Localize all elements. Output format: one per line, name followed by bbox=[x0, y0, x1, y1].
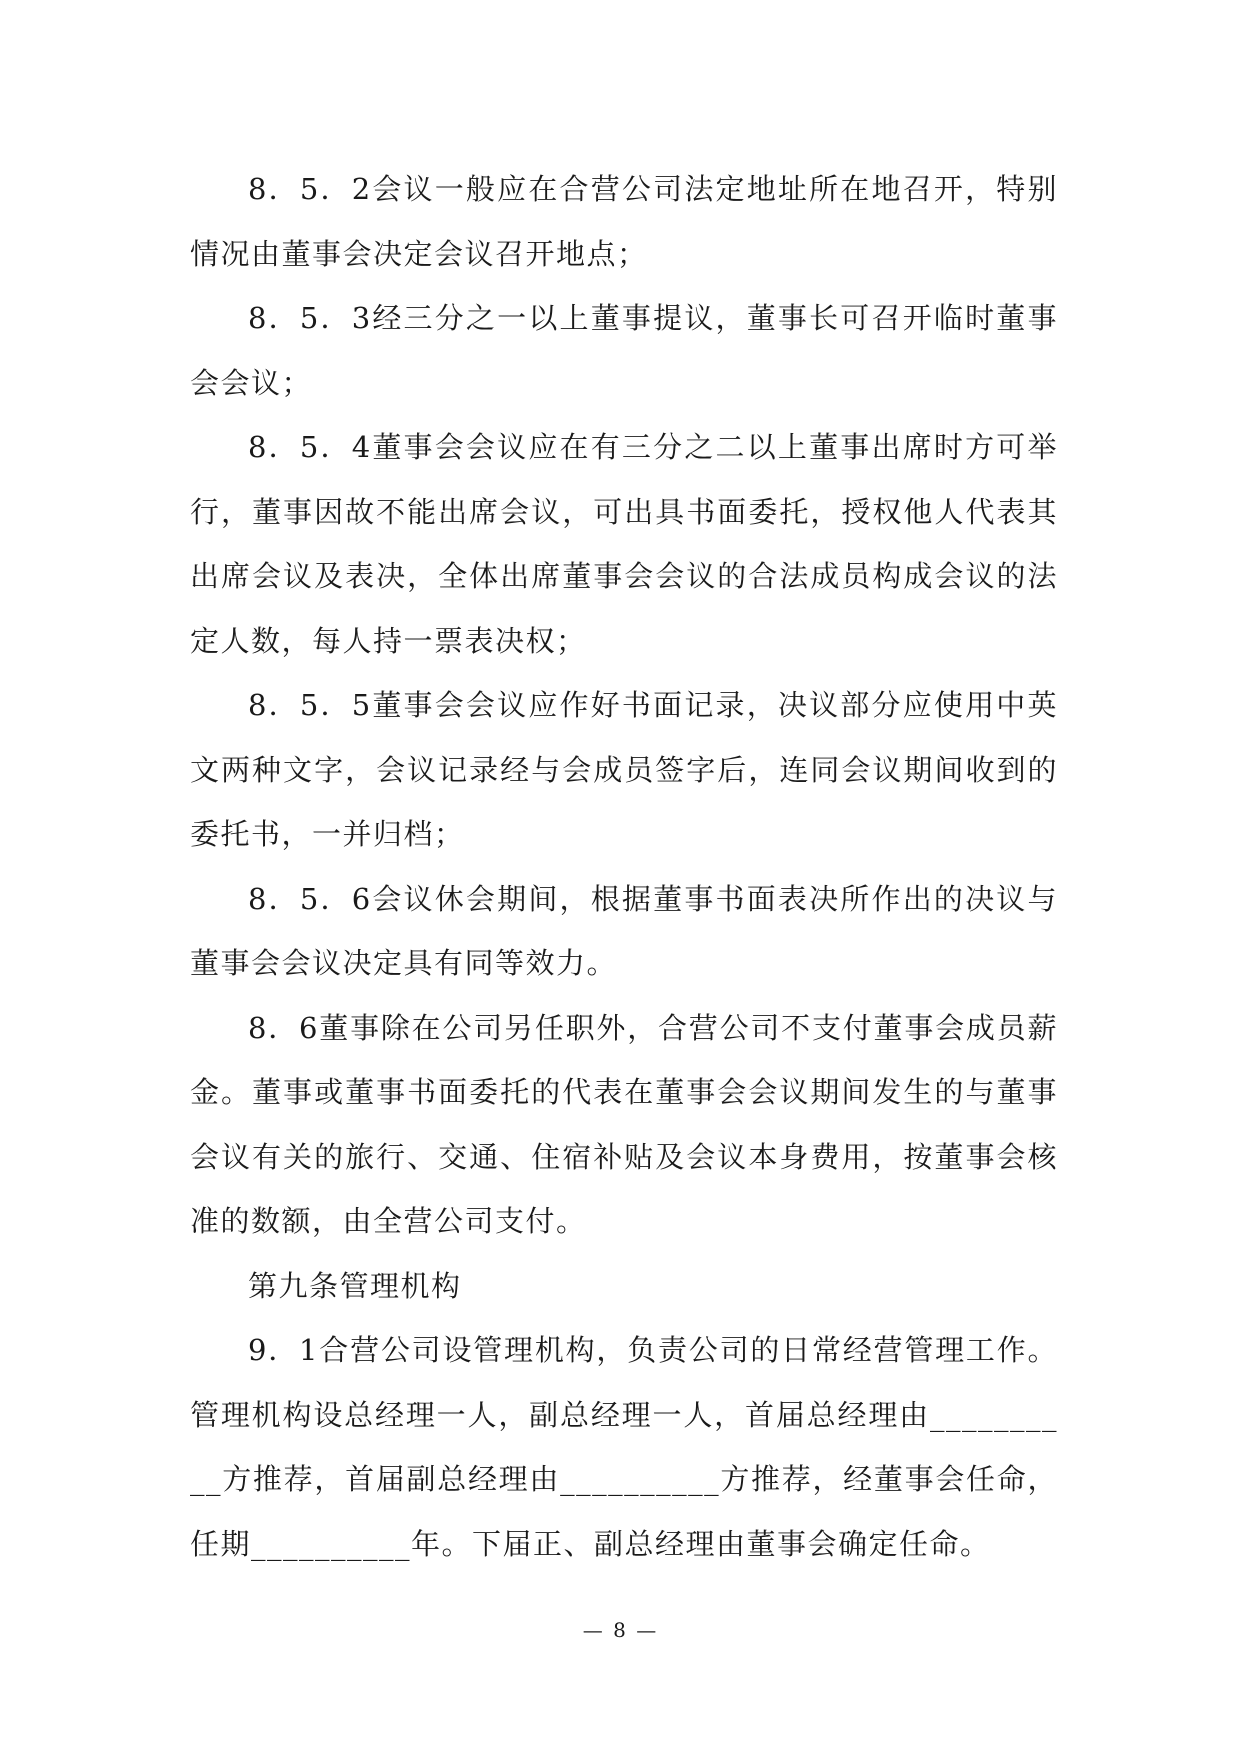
clause-8-5-5: 8．5．5董事会会议应作好书面记录，决议部分应使用中英文两种文字，会议记录经与会成员签字后，连同会议期间收到的委托书，一并归档； bbox=[190, 688, 1058, 851]
document-body bbox=[190, 157, 1058, 1576]
clause-9-1: 9．1合营公司设管理机构，负责公司的日常经营管理工作。管理机构设总经理一人，副总经理一人，首届总经理由__________方推荐，首届副总经理由__________方推荐，经董事会任命，任期__________年。下届正、副总经理由董事会确定任命。 bbox=[190, 1333, 1058, 1561]
page-number: — 8 — bbox=[582, 1618, 659, 1642]
clause-8-5-4: 8．5．4董事会会议应在有三分之二以上董事出席时方可举行，董事因故不能出席会议，可出具书面委托，授权他人代表其出席会议及表决，全体出席董事会会议的合法成员构成会议的法定人数，每人持一票表决权； bbox=[190, 430, 1058, 658]
article-9-heading: 第九条管理机构 bbox=[248, 1268, 462, 1303]
clause-8-6: 8．6董事除在公司另任职外，合营公司不支付董事会成员薪金。董事或董事书面委托的代表在董事会会议期间发生的与董事会议有关的旅行、交通、住宿补贴及会议本身费用，按董事会核准的数额，由全营公司支付。 bbox=[190, 1010, 1058, 1238]
clause-8-5-3: 8．5．3经三分之一以上董事提议，董事长可召开临时董事会会议； bbox=[190, 301, 1058, 400]
clause-8-5-6: 8．5．6会议休会期间，根据董事书面表决所作出的决议与董事会会议决定具有同等效力。 bbox=[190, 881, 1058, 980]
clause-8-5-2: 8．5．2会议一般应在合营公司法定地址所在地召开，特别情况由董事会决定会议召开地点； bbox=[190, 172, 1058, 271]
